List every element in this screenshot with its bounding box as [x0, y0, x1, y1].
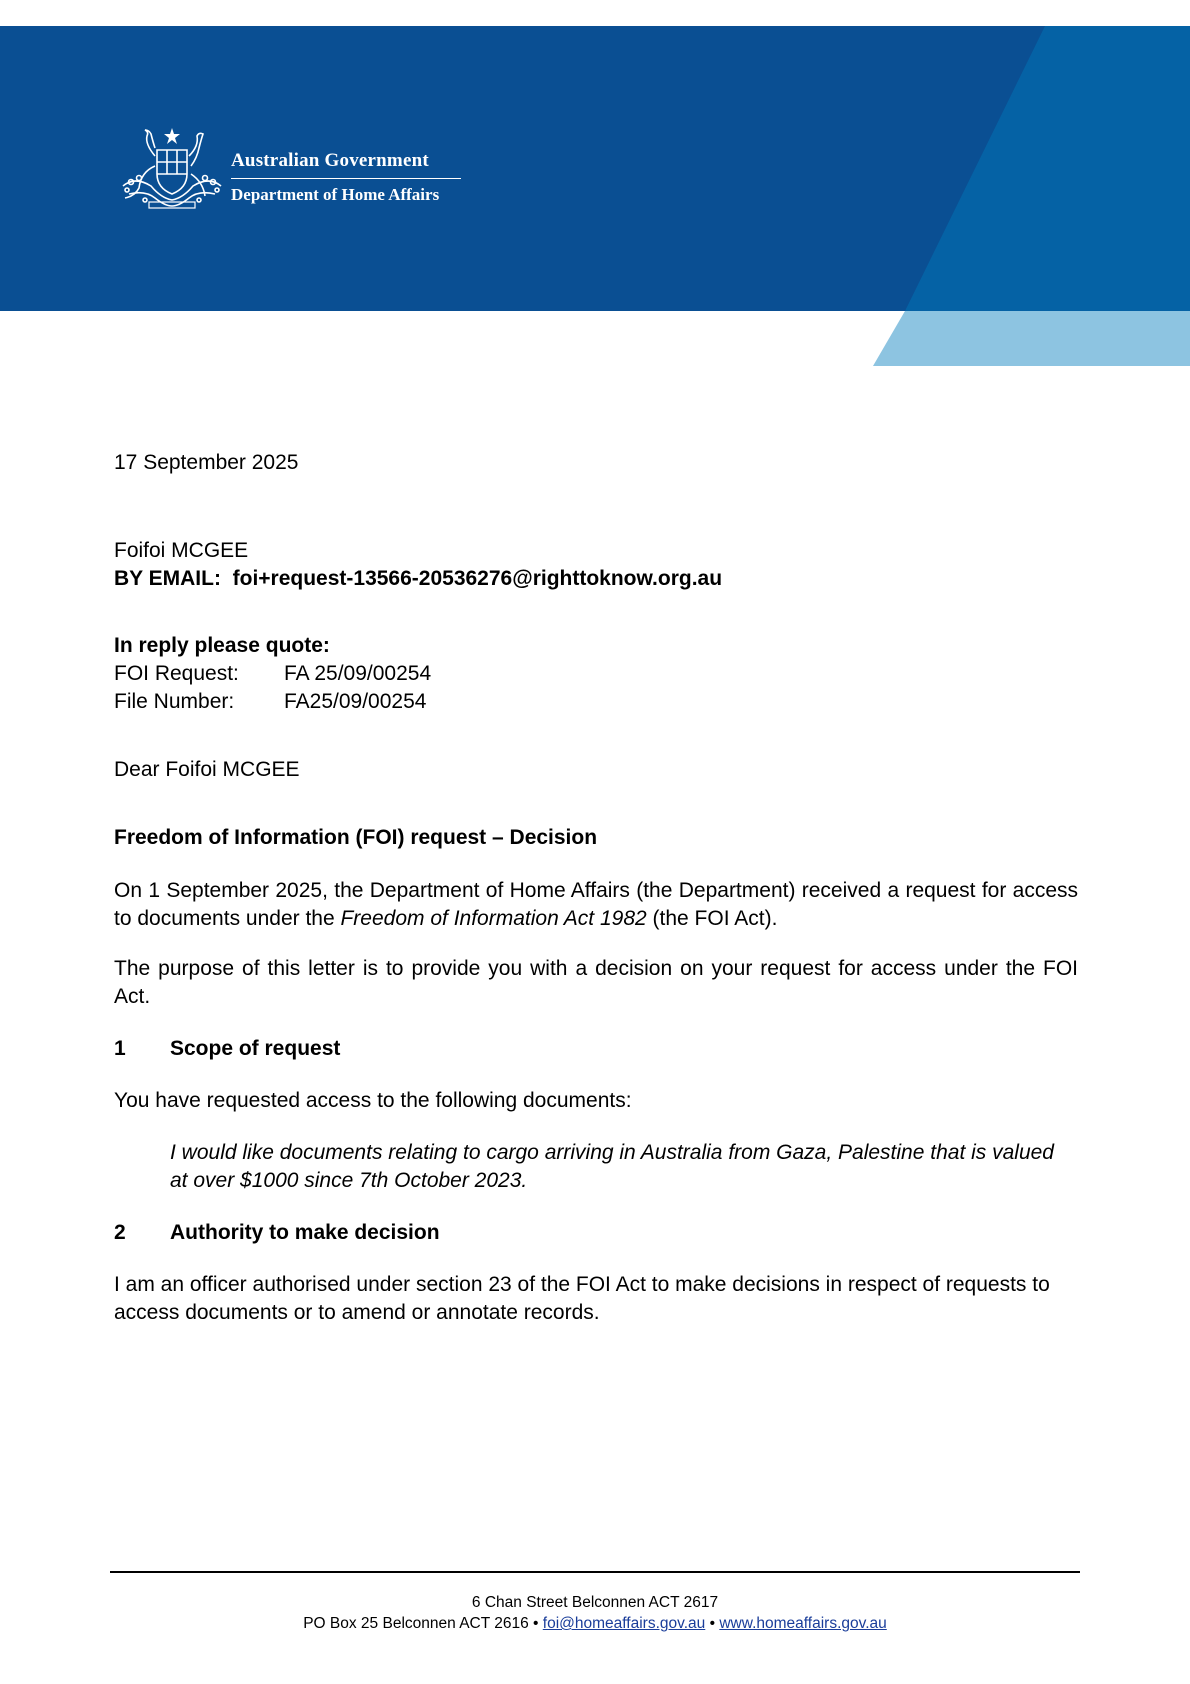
by-email-label: BY EMAIL:: [114, 567, 221, 590]
paragraph-request-received: [114, 877, 1078, 933]
ref-label: FOI Request:: [114, 662, 239, 685]
subject-heading: Freedom of Information (FOI) request – Decision: [114, 826, 598, 849]
ref-row-file-number: [114, 688, 1078, 716]
salutation: Dear Foifoi MCGEE: [114, 758, 300, 781]
footer-bullet: •: [709, 1615, 716, 1632]
section-title: Authority to make decision: [170, 1221, 440, 1244]
recipient-email: foi+request-13566-20536276@righttoknow.org.au: [232, 567, 723, 590]
paragraph-purpose: The purpose of this letter is to provide you with a decision on your request for access under the FOI Act.: [114, 957, 1078, 1008]
footer-website-link[interactable]: www.homeaffairs.gov.au: [719, 1615, 887, 1632]
reference-block: [114, 632, 1078, 716]
footer-bullet: •: [533, 1615, 539, 1632]
ref-value: FA25/09/00254: [284, 690, 427, 713]
section-number: 2: [114, 1221, 126, 1244]
footer-divider: [110, 1571, 1080, 1573]
recipient-name: Foifoi MCGEE: [114, 539, 249, 562]
agency-wordmark: [231, 150, 461, 205]
para1-end: (the FOI Act).: [646, 907, 778, 930]
section-heading-scope: [114, 1035, 1078, 1063]
section-number: 1: [114, 1037, 126, 1060]
ref-label: File Number:: [114, 690, 235, 713]
section-title: Scope of request: [170, 1037, 341, 1060]
banner-light-stripe: [873, 311, 1190, 366]
ref-row-foi-request: [114, 660, 1078, 688]
scope-quote: I would like documents relating to cargo arriving in Australia from Gaza, Palestine that is valued at over $1000 since 7th October 2023.: [170, 1141, 1054, 1192]
ref-value: FA 25/09/00254: [284, 662, 432, 685]
recipient-block: [114, 537, 1078, 593]
recipient-email-line: [114, 565, 1078, 593]
government-name: Australian Government: [231, 150, 461, 179]
scope-intro: You have requested access to the following documents:: [114, 1089, 632, 1112]
coat-of-arms-icon: [115, 126, 230, 212]
reply-quote-label: In reply please quote:: [114, 634, 330, 657]
letter-date: 17 September 2025: [114, 451, 299, 474]
para1-start: On 1 September 2025, the Department of Home Affairs (the Department) received a request for access to documents under the: [114, 879, 1078, 930]
footer-email-link[interactable]: foi@homeaffairs.gov.au: [542, 1615, 706, 1632]
department-name: Department of Home Affairs: [231, 185, 440, 204]
section-heading-authority: [114, 1219, 1078, 1247]
footer-po-box: PO Box 25 Belconnen ACT 2616: [303, 1615, 529, 1632]
paragraph-authority: I am an officer authorised under section 23 of the FOI Act to make decisions in respect of requests to access documents or to amend or annotate records.: [114, 1273, 1050, 1324]
footer-address: 6 Chan Street Belconnen ACT 2617: [471, 1594, 719, 1611]
act-name: Freedom of Information Act 1982: [340, 907, 647, 930]
footer-contact-line: [110, 1613, 1080, 1634]
